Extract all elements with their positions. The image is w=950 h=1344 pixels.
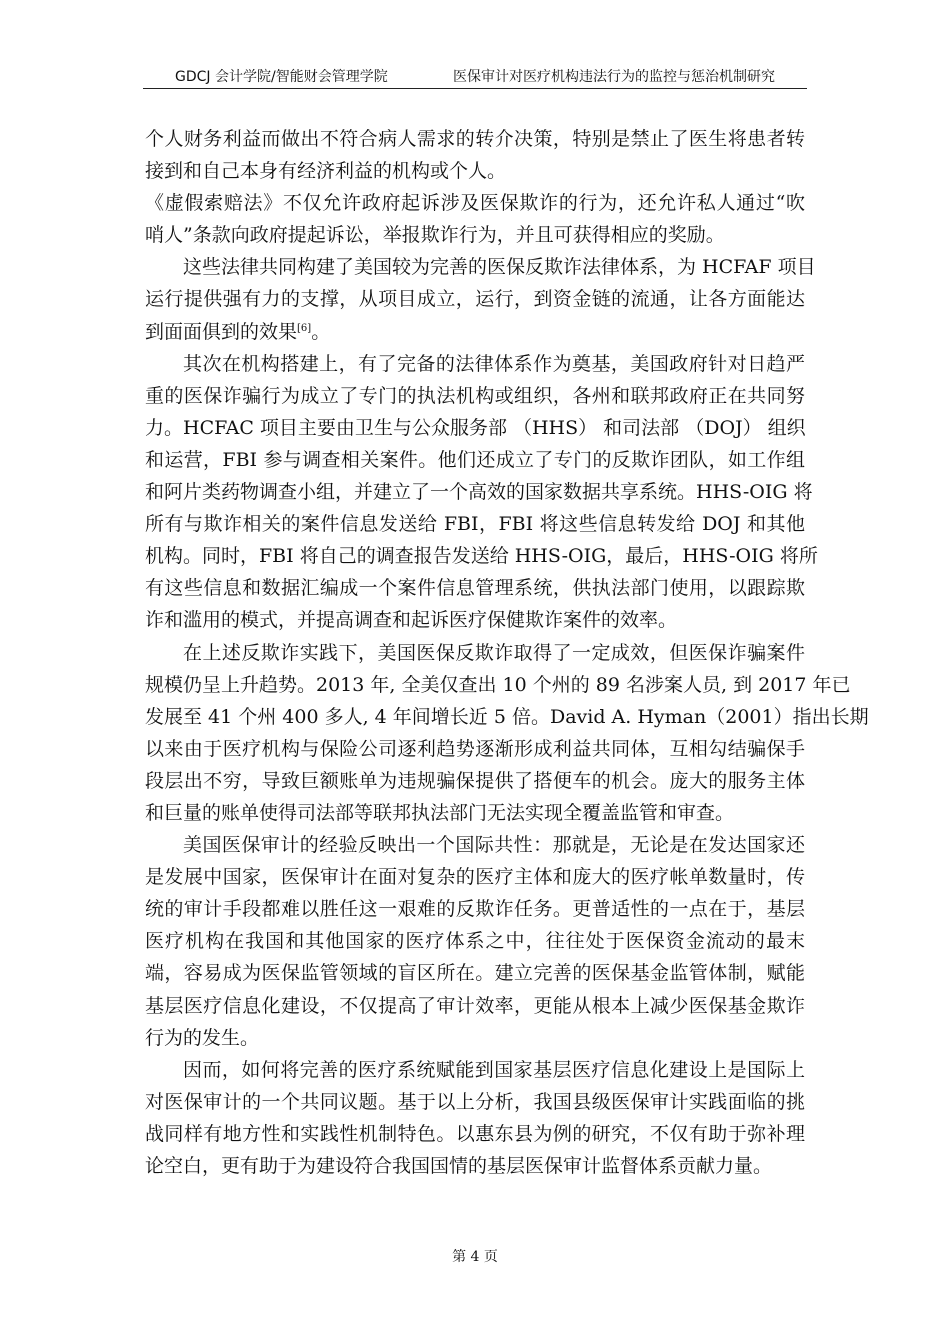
text-line xyxy=(145,540,818,572)
text-line xyxy=(145,1150,805,1182)
line-text: 有这些信息和数据汇编成一个案件信息管理系统，供执法部门使用，以跟踪欺 xyxy=(145,577,805,600)
line-text: 战同样有地方性和实践性机制特色。以惠东县为例的研究，不仅有助于弥补理 xyxy=(145,1122,805,1145)
line-text: 以来由于医疗机构与保险公司逐利趋势逐渐形成利益共同体，互相勾结骗保手 xyxy=(145,737,805,760)
text-line xyxy=(145,701,869,733)
text-line xyxy=(145,316,805,348)
body-text xyxy=(145,123,869,1182)
line-text: 运行提供强有力的支撑，从项目成立，运行，到资金链的流通，让各方面能达 xyxy=(145,288,805,311)
line-text: 《虚假索赔法》不仅允许政府起诉涉及医保欺诈的行为，还允许私人通过“吹 xyxy=(145,192,805,215)
line-text: 发展至 41 个州 400 多人, 4 年间增长近 5 倍。David A. Hyman（2001）指出长期 xyxy=(145,705,869,728)
line-text: 机构。同时，FBI 将自己的调查报告发送给 HHS-OIG，最后，HHS-OIG 将所 xyxy=(145,545,818,568)
text-line xyxy=(145,251,816,283)
text-line xyxy=(145,219,805,251)
text-line xyxy=(145,476,813,508)
line-text: 重的医保诈骗行为成立了专门的执法机构或组织，各州和联邦政府正在共同努 xyxy=(145,384,805,407)
text-line xyxy=(145,444,805,476)
text-line xyxy=(145,572,805,604)
line-text: 诈和滥用的模式，并提高调查和起诉医疗保健欺诈案件的效率。 xyxy=(145,609,678,632)
header-title: 医保审计对医疗机构违法行为的监控与惩治机制研究 xyxy=(453,69,775,85)
line-text: 对医保审计的一个共同议题。基于以上分析，我国县级医保审计实践面临的挑 xyxy=(145,1090,805,1113)
line-text: 基层医疗信息化建设，不仅提高了审计效率，更能从根本上减少医保基金欺诈 xyxy=(145,994,805,1017)
line-text: 到面面俱到的效果 xyxy=(145,320,298,343)
line-text: 是发展中国家，医保审计在面对复杂的医疗主体和庞大的医疗帐单数量时，传 xyxy=(145,866,805,889)
line-text: 哨人”条款向政府提起诉讼，举报欺诈行为，并且可获得相应的奖励。 xyxy=(145,224,725,247)
text-line xyxy=(145,829,805,861)
text-line xyxy=(145,1054,805,1086)
text-line xyxy=(145,637,805,669)
text-line xyxy=(145,123,805,155)
text-line xyxy=(145,412,805,444)
line-text: 和巨量的账单使得司法部等联邦执法部门无法实现全覆盖监管和审查。 xyxy=(145,801,735,824)
line-text: 因而，如何将完善的医疗系统赋能到国家基层医疗信息化建设上是国际上 xyxy=(183,1058,805,1081)
line-text: 力。HCFAC 项目主要由卫生与公众服务部 （HHS） 和司法部 （DOJ） 组织 xyxy=(145,416,806,439)
text-line xyxy=(145,861,805,893)
text-line xyxy=(145,348,805,380)
line-text: 在上述反欺诈实践下，美国医保反欺诈取得了一定成效，但医保诈骗案件 xyxy=(183,641,805,664)
text-line xyxy=(145,604,805,636)
text-line xyxy=(145,957,805,989)
line-text: 端，容易成为医保监管领域的盲区所在。建立完善的医保基金监管体制，赋能 xyxy=(145,962,805,985)
line-text: 规模仍呈上升趋势。2013 年, 全美仅查出 10 个州的 89 名涉案人员, 到 2017 年已 xyxy=(145,673,851,696)
header-rule xyxy=(143,88,807,89)
text-line xyxy=(145,187,805,219)
line-text: 和运营，FBI 参与调查相关案件。他们还成立了专门的反欺诈团队，如工作组 xyxy=(145,448,805,471)
line-text-tail: 。 xyxy=(311,320,331,343)
text-line xyxy=(145,1022,805,1054)
text-line xyxy=(145,990,805,1022)
page-number: 第 4 页 xyxy=(452,1249,498,1265)
text-line xyxy=(145,669,851,701)
line-text: 段层出不穷，导致巨额账单为违规骗保提供了搭便车的机会。庞大的服务主体 xyxy=(145,769,805,792)
text-line xyxy=(145,1086,805,1118)
line-text: 和阿片类药物调查小组，并建立了一个高效的国家数据共享系统。HHS-OIG 将 xyxy=(145,481,813,504)
line-text: 医疗机构在我国和其他国家的医疗体系之中，往往处于医保资金流动的最末 xyxy=(145,930,805,953)
text-line xyxy=(145,1118,805,1150)
text-line xyxy=(145,797,805,829)
running-header xyxy=(145,64,805,88)
line-text: 行为的发生。 xyxy=(145,1026,260,1049)
citation-ref: [6] xyxy=(297,322,312,334)
text-line xyxy=(145,155,805,187)
header-institution: GDCJ 会计学院/智能财会管理学院 xyxy=(175,69,388,85)
text-line xyxy=(145,508,805,540)
line-text: 论空白，更有助于为建设符合我国国情的基层医保审计监督体系贡献力量。 xyxy=(145,1155,773,1177)
text-line xyxy=(145,765,805,797)
text-line xyxy=(145,733,805,765)
text-line xyxy=(145,925,805,957)
line-text: 其次在机构搭建上，有了完备的法律体系作为奠基，美国政府针对日趋严 xyxy=(183,352,805,375)
text-line xyxy=(145,380,805,412)
text-line xyxy=(145,283,805,315)
line-text: 这些法律共同构建了美国较为完善的医保反欺诈法律体系，为 HCFAF 项目 xyxy=(183,256,816,279)
line-text: 统的审计手段都难以胜任这一艰难的反欺诈任务。更普适性的一点在于，基层 xyxy=(145,898,805,921)
line-text: 美国医保审计的经验反映出一个国际共性：那就是，无论是在发达国家还 xyxy=(183,834,805,857)
line-text: 个人财务利益而做出不符合病人需求的转介决策，特别是禁止了医生将患者转 xyxy=(145,128,805,150)
line-text: 所有与欺诈相关的案件信息发送给 FBI，FBI 将这些信息转发给 DOJ 和其他 xyxy=(145,513,805,536)
text-line xyxy=(145,893,805,925)
line-text: 接到和自己本身有经济利益的机构或个人。 xyxy=(145,160,507,183)
